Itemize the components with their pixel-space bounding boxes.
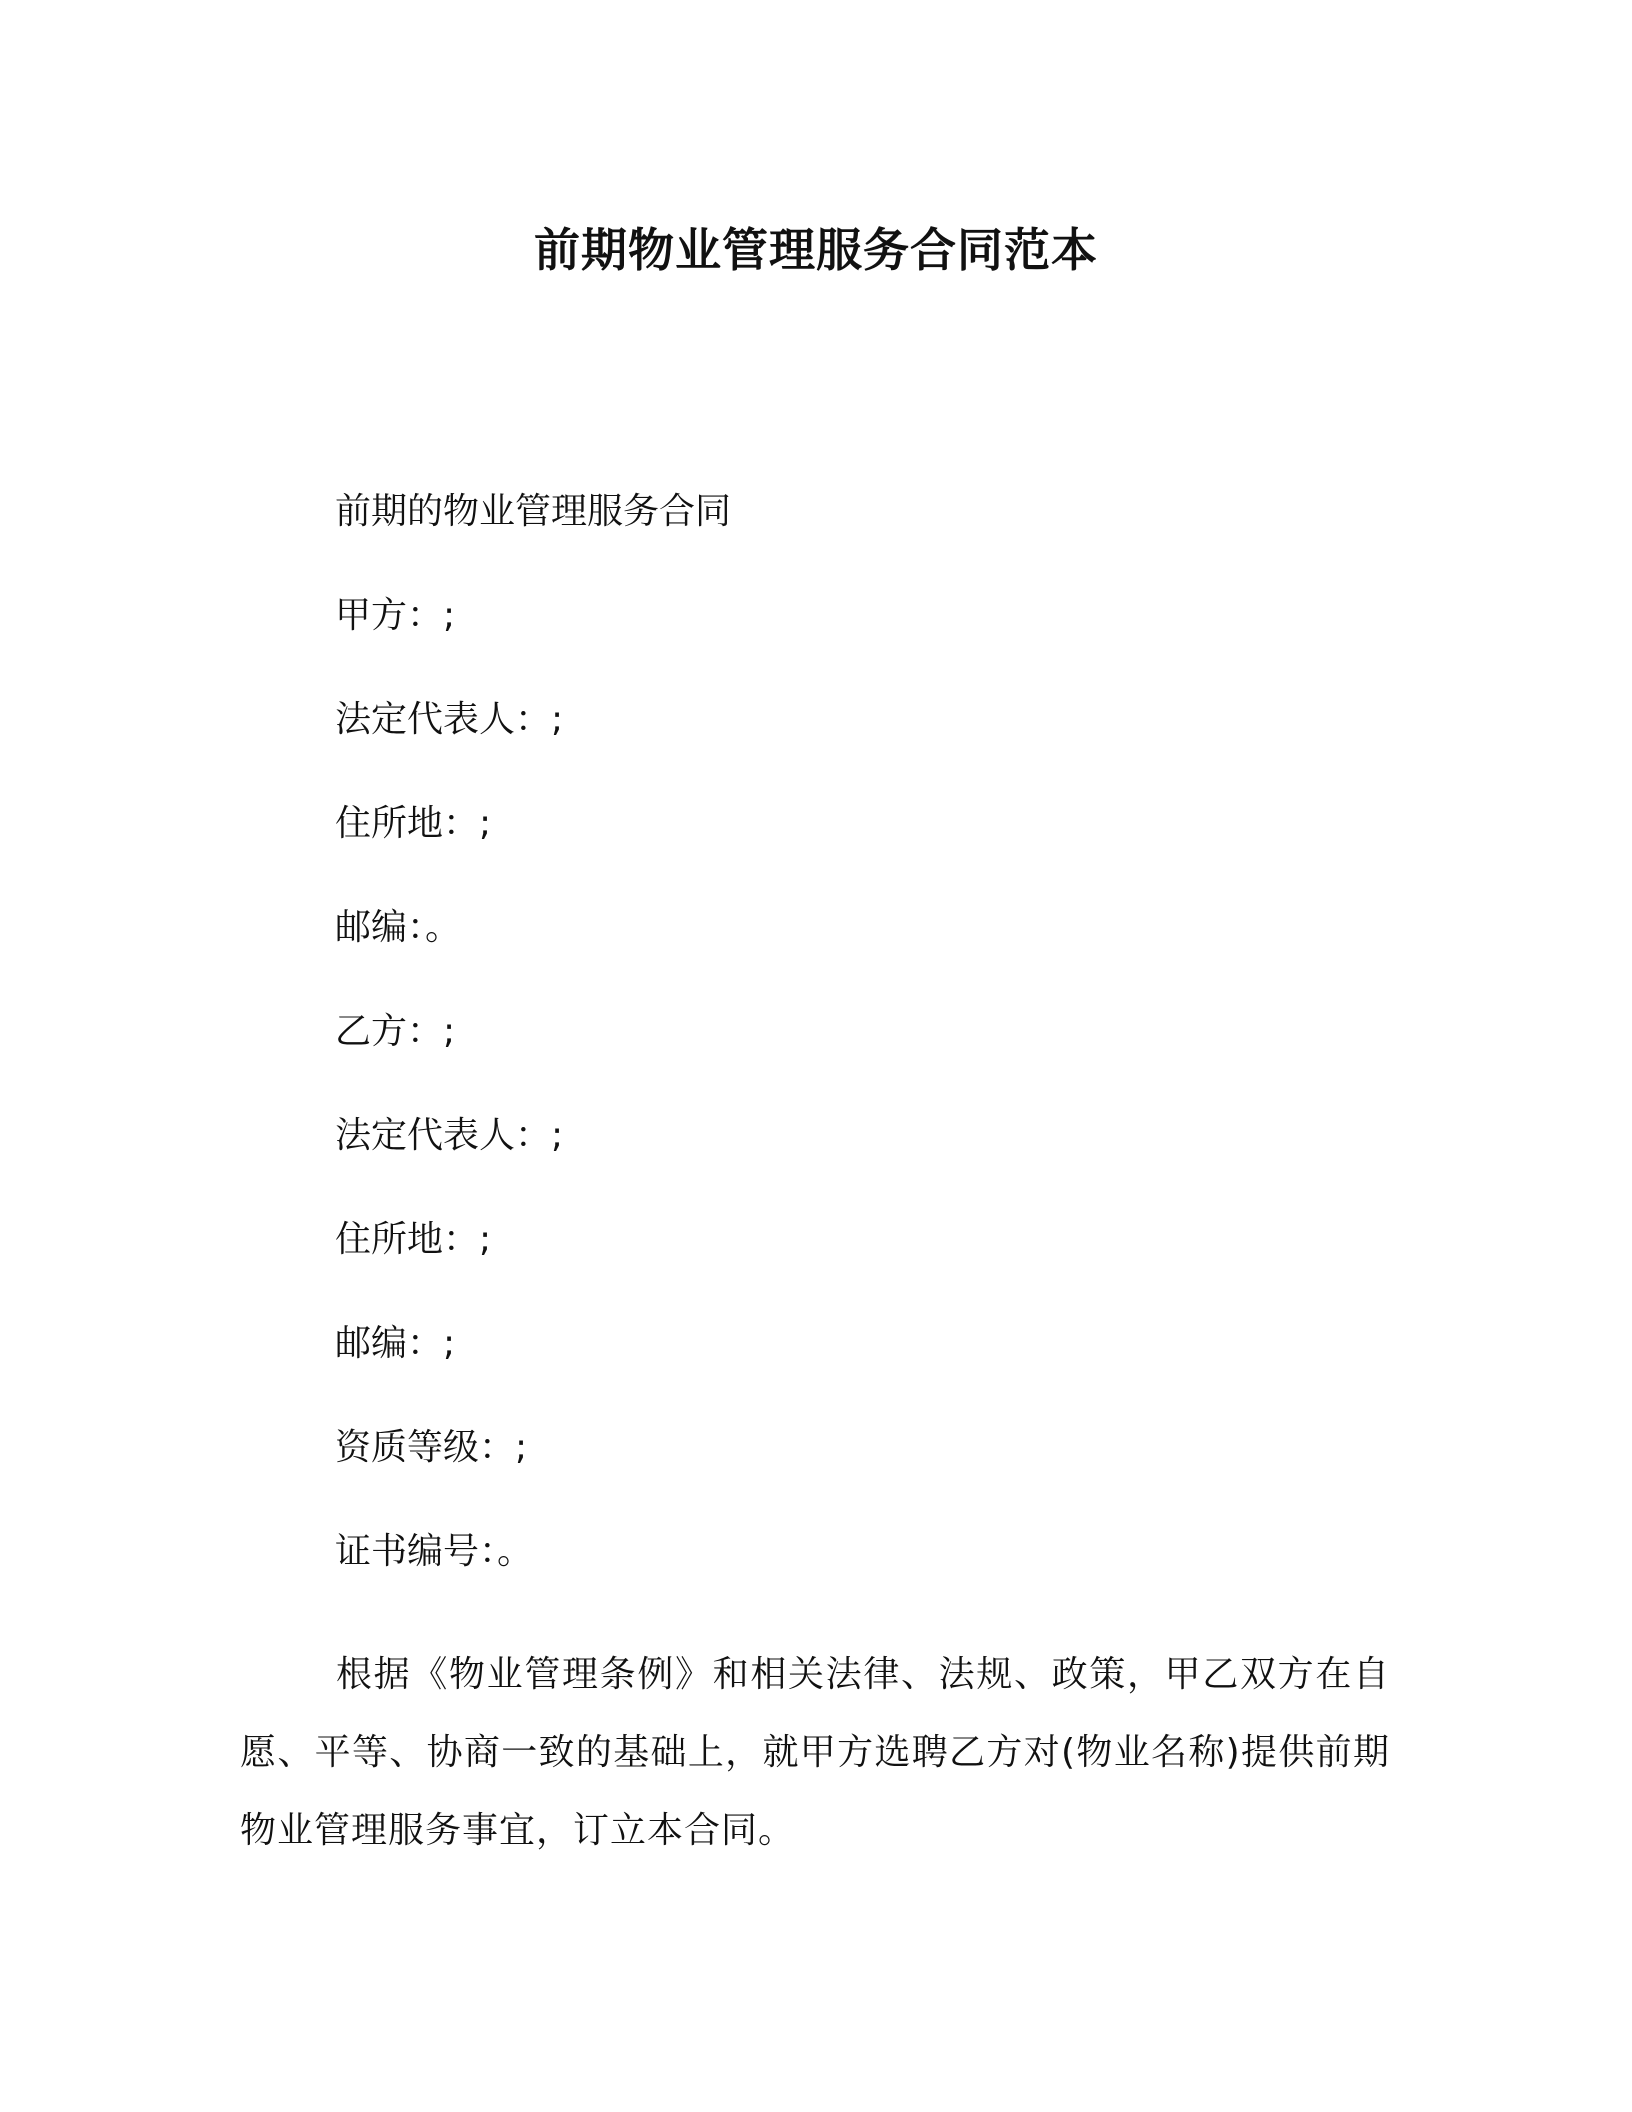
document-title: 前期物业管理服务合同范本: [534, 223, 1098, 277]
contract-subtitle: 前期的物业管理服务合同: [335, 491, 732, 532]
party-a-postcode-field: 邮编：。: [335, 907, 462, 948]
qualification-level-field: 资质等级：;: [335, 1427, 528, 1468]
party-b-field: 乙方：;: [335, 1011, 456, 1052]
certificate-number-field: 证书编号：。: [335, 1531, 534, 1572]
contract-fields: [335, 488, 731, 1632]
party-b-representative-field: 法定代表人：;: [335, 1115, 564, 1156]
party-b-address-field: 住所地：;: [335, 1219, 492, 1260]
party-a-address-field: 住所地：;: [335, 803, 492, 844]
party-b-postcode-field: 邮编：;: [335, 1323, 456, 1364]
party-a-field: 甲方：;: [335, 595, 456, 636]
contract-intro-paragraph: 根据《物业管理条例》和相关法律、法规、政策，甲乙双方在自愿、平等、协商一致的基础上，就甲方选聘乙方对(物业名称)提供前期物业管理服务事宜，订立本合同。: [240, 1654, 1390, 1851]
party-a-representative-field: 法定代表人：;: [335, 699, 564, 740]
